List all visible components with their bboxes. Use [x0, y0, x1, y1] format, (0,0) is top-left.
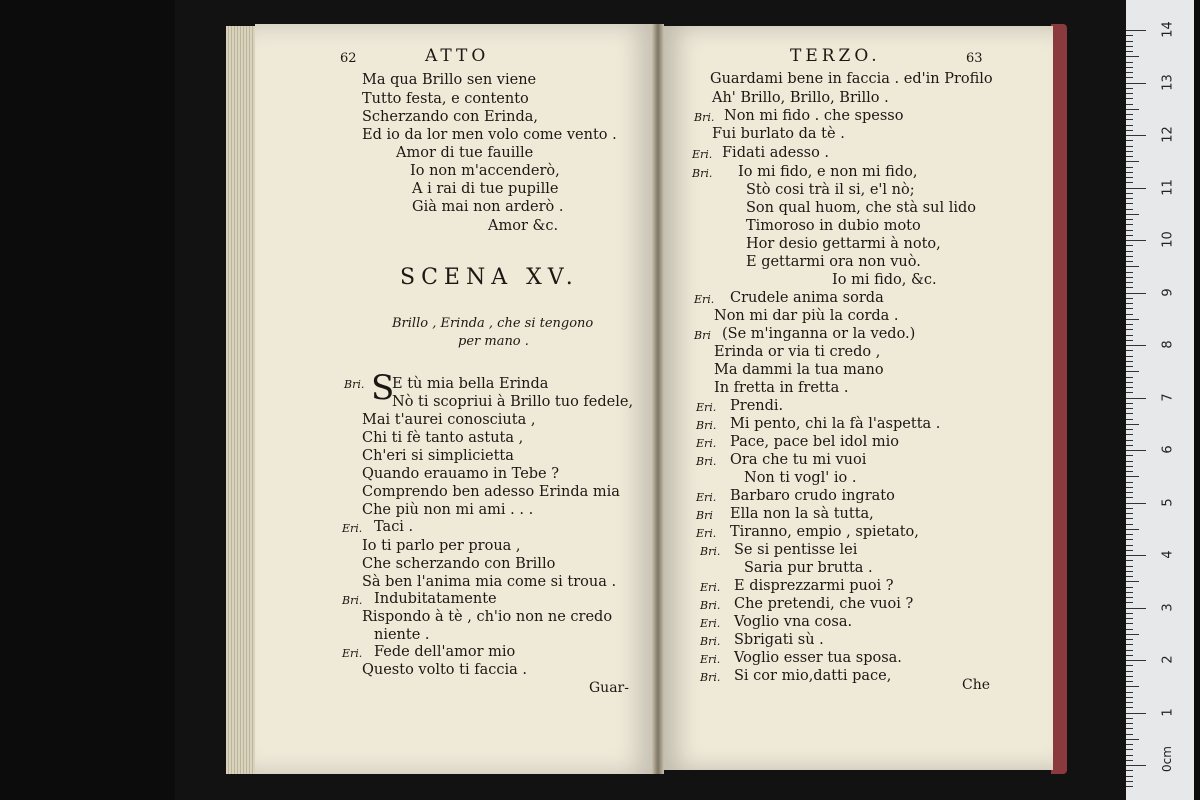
ruler-tick	[1126, 125, 1133, 126]
ruler-tick	[1126, 51, 1133, 52]
ruler-tick	[1126, 592, 1133, 593]
ruler-tick	[1126, 597, 1133, 598]
ruler-tick	[1126, 161, 1139, 162]
ruler-tick	[1126, 156, 1133, 157]
ruler-tick	[1126, 245, 1133, 246]
ruler-tick	[1126, 104, 1133, 105]
ruler-tick	[1126, 83, 1146, 84]
ruler-tick	[1126, 634, 1139, 635]
ruler-tick	[1126, 781, 1133, 782]
ruler-number: 14	[1160, 21, 1176, 38]
ruler-tick	[1126, 655, 1133, 656]
dialogue-line: Quando erauamo in Tebe ?	[362, 466, 560, 482]
ruler-tick	[1126, 46, 1133, 47]
ruler-tick	[1126, 67, 1133, 68]
verse-line: Io non m'accenderò,	[410, 163, 560, 179]
dialogue-line: Voglio esser tua sposa.	[734, 650, 902, 666]
ruler-tick	[1126, 623, 1133, 624]
speaker-label: Bri.	[694, 111, 715, 124]
catchword: Che	[962, 677, 991, 693]
dialogue-line: Questo volto ti faccia .	[362, 662, 527, 678]
ruler-tick	[1126, 340, 1133, 341]
ruler-tick	[1126, 434, 1133, 435]
ruler-tick	[1126, 151, 1133, 152]
verse-line: Amor &c.	[488, 218, 559, 234]
ruler-tick	[1126, 534, 1133, 535]
verse-line: Amor di tue fauille	[396, 145, 534, 161]
ruler-tick	[1126, 98, 1133, 99]
ruler-tick	[1126, 167, 1133, 168]
ruler-tick	[1126, 62, 1133, 63]
ruler-tick	[1126, 492, 1133, 493]
ruler-number: 12	[1160, 126, 1176, 143]
ruler-tick	[1126, 214, 1139, 215]
book-cover	[1051, 24, 1067, 774]
ruler-number: 1	[1160, 707, 1176, 717]
speaker-label: Eri.	[696, 401, 717, 414]
ruler-tick	[1126, 450, 1146, 451]
ruler-tick	[1126, 387, 1133, 388]
ruler-tick	[1126, 476, 1139, 477]
dialogue-line: Guardami bene in faccia . ed'in Profilo	[710, 71, 993, 87]
scene-heading: SCENA XV.	[400, 265, 579, 290]
speaker-label: Bri	[694, 329, 711, 342]
ruler-tick	[1126, 482, 1133, 483]
ruler-tick	[1126, 130, 1133, 131]
dialogue-line: Che più non mi ami . . .	[362, 502, 534, 518]
dialogue-line: Nò ti scopriui à Brillo tuo fedele,	[392, 394, 634, 410]
speaker-label: Eri.	[700, 653, 721, 666]
ruler-tick	[1126, 272, 1133, 273]
dialogue-line: Si cor mio,datti pace,	[734, 668, 892, 684]
dialogue-line: Crudele anima sorda	[730, 290, 884, 306]
ruler-tick	[1126, 72, 1133, 73]
ruler-tick	[1126, 503, 1146, 504]
ruler-tick	[1126, 293, 1146, 294]
ruler-tick	[1126, 671, 1133, 672]
dialogue-line: Non mi dar più la corda .	[714, 308, 899, 324]
dialogue-line: Pace, pace bel idol mio	[730, 434, 900, 450]
speaker-label: Bri.	[700, 635, 721, 648]
ruler-tick	[1126, 440, 1133, 441]
dialogue-line: Sbrigati sù .	[734, 632, 824, 648]
ruler-tick	[1126, 545, 1133, 546]
ruler-tick	[1126, 146, 1133, 147]
ruler-tick	[1126, 466, 1133, 467]
ruler-number: 10	[1160, 231, 1176, 248]
ruler-tick	[1126, 350, 1133, 351]
ruler-number: 3	[1160, 602, 1176, 612]
ruler-tick	[1126, 277, 1133, 278]
ruler-tick	[1126, 613, 1133, 614]
dialogue-line: Io ti parlo per proua ,	[362, 538, 521, 554]
dialogue-line: Barbaro crudo ingrato	[730, 488, 895, 504]
ruler-tick	[1126, 356, 1133, 357]
speaker-label: Eri.	[696, 527, 717, 540]
dialogue-line: E gettarmi ora non vuò.	[746, 254, 921, 270]
ruler-tick	[1126, 618, 1133, 619]
ruler-tick	[1126, 114, 1133, 115]
speaker-label: Bri.	[700, 671, 721, 684]
ruler-tick	[1126, 786, 1133, 787]
ruler-tick	[1126, 734, 1133, 735]
ruler-number: 11	[1160, 178, 1176, 196]
dialogue-line: E disprezzarmi puoi ?	[734, 578, 894, 594]
ruler-tick	[1126, 335, 1133, 336]
ruler-tick	[1126, 497, 1133, 498]
ruler-tick	[1126, 566, 1133, 567]
speaker-label: Bri.	[692, 167, 713, 180]
ruler-tick	[1126, 203, 1133, 204]
verse-line: Già mai non arderò .	[412, 199, 564, 215]
ruler-number: 2	[1160, 655, 1176, 664]
dialogue-line: Son qual huom, che stà sul lido	[746, 200, 976, 216]
ruler-tick	[1126, 41, 1133, 42]
dialogue-line: Fidati adesso .	[722, 145, 830, 161]
ruler-tick	[1126, 177, 1133, 178]
ruler-tick	[1126, 455, 1133, 456]
ruler-tick	[1126, 398, 1146, 399]
ruler-tick	[1126, 413, 1133, 414]
ruler-tick	[1126, 319, 1139, 320]
dialogue-line: Timoroso in dubio moto	[746, 218, 921, 234]
ruler-tick	[1126, 303, 1133, 304]
ruler-tick	[1126, 749, 1133, 750]
ruler-number: 9	[1160, 287, 1176, 297]
ruler-tick	[1126, 188, 1146, 189]
dialogue-line: Non mi fido . che spesso	[724, 108, 904, 124]
ruler-number: 7	[1160, 392, 1176, 402]
speaker-label: Eri.	[342, 522, 363, 535]
ruler-tick	[1126, 429, 1133, 430]
dialogue-line: Rispondo à tè , ch'io non ne credo	[362, 609, 613, 625]
ruler-tick	[1126, 251, 1133, 252]
ruler-tick	[1126, 172, 1133, 173]
dialogue-line: (Se m'inganna or la vedo.)	[722, 326, 916, 342]
ruler-tick	[1126, 282, 1133, 283]
ruler-tick	[1126, 461, 1133, 462]
dialogue-line: niente .	[374, 627, 430, 643]
ruler-tick	[1126, 345, 1146, 346]
ruler-tick	[1126, 471, 1133, 472]
ruler-tick	[1126, 539, 1133, 540]
ruler-tick	[1126, 408, 1133, 409]
ruler-tick	[1126, 93, 1133, 94]
ruler-tick	[1126, 524, 1133, 525]
drop-cap: S	[371, 368, 395, 408]
ruler-tick	[1126, 755, 1133, 756]
dialogue-line: Non ti vogl' io .	[744, 470, 857, 486]
ruler-tick	[1126, 608, 1146, 609]
ruler-tick	[1126, 198, 1133, 199]
speaker-label: Eri.	[692, 148, 713, 161]
ruler-tick	[1126, 135, 1146, 136]
dialogue-line: Ella non la sà tutta,	[730, 506, 874, 522]
ruler-tick	[1126, 230, 1133, 231]
ruler-tick	[1126, 329, 1133, 330]
left-page-header: ATTO	[425, 46, 490, 66]
ruler-number: 4	[1160, 550, 1176, 559]
dialogue-line: Taci .	[374, 519, 414, 535]
ruler-tick	[1126, 392, 1133, 393]
ruler-tick	[1126, 692, 1133, 693]
ruler-tick	[1126, 550, 1133, 551]
ruler-tick	[1126, 419, 1133, 420]
dialogue-line: Che pretendi, che vuoi ?	[734, 596, 914, 612]
ruler-tick	[1126, 487, 1133, 488]
ruler-tick	[1126, 298, 1133, 299]
ruler-tick	[1126, 182, 1133, 183]
left-page-number: 62	[340, 51, 357, 66]
right-page-header: TERZO.	[790, 46, 881, 66]
ruler-tick	[1126, 728, 1133, 729]
speaker-label: Bri.	[344, 378, 365, 391]
dialogue-line: Tiranno, empio , spietato,	[730, 524, 919, 540]
ruler-tick	[1126, 702, 1133, 703]
ruler-tick	[1126, 382, 1133, 383]
ruler-tick	[1126, 581, 1139, 582]
text-line: Ma qua Brillo sen viene	[362, 72, 537, 88]
ruler-tick	[1126, 235, 1133, 236]
dialogue-line: Ah' Brillo, Brillo, Brillo .	[712, 90, 889, 106]
ruler-tick	[1126, 30, 1146, 31]
ruler-tick	[1126, 676, 1133, 677]
dialogue-line: Chi ti fè tanto astuta ,	[362, 430, 524, 446]
ruler-tick	[1126, 56, 1139, 57]
ruler-tick	[1126, 361, 1133, 362]
dialogue-line: E tù mia bella Erinda	[392, 376, 549, 392]
ruler-tick	[1126, 529, 1139, 530]
dialogue-line: In fretta in fretta .	[714, 380, 849, 396]
ruler-tick	[1126, 287, 1133, 288]
dialogue-line: Io mi fido, &c.	[832, 272, 937, 288]
speaker-label: Eri.	[696, 437, 717, 450]
dialogue-line: Stò cosi trà il si, e'l nò;	[746, 182, 915, 198]
text-line: Tutto festa, e contento	[362, 91, 529, 107]
ruler-tick	[1126, 219, 1133, 220]
ruler-tick	[1126, 371, 1139, 372]
ruler-tick	[1126, 266, 1139, 267]
dialogue-line: Mi pento, chi la fà l'aspetta .	[730, 416, 941, 432]
ruler-tick	[1126, 602, 1133, 603]
ruler-tick	[1126, 713, 1146, 714]
dialogue-line: Fui burlato da tè .	[712, 126, 845, 142]
stage-direction: Brillo , Erinda , che si tengono	[392, 316, 594, 331]
ruler-tick	[1126, 88, 1133, 89]
ruler-tick	[1126, 587, 1133, 588]
dialogue-line: Ora che tu mi vuoi	[730, 452, 867, 468]
speaker-label: Bri	[696, 509, 713, 522]
ruler-tick	[1126, 571, 1133, 572]
dialogue-line: Sà ben l'anima mia come si troua .	[362, 574, 617, 590]
dialogue-line: Comprendo ben adesso Erinda mia	[362, 484, 620, 500]
right-page-number: 63	[966, 51, 983, 66]
speaker-label: Eri.	[700, 581, 721, 594]
ruler-tick	[1126, 508, 1133, 509]
speaker-label: Eri.	[342, 647, 363, 660]
dialogue-line: Ch'eri si simplicietta	[362, 448, 514, 464]
ruler-tick	[1126, 109, 1139, 110]
dialogue-line: Se si pentisse lei	[734, 542, 858, 558]
ruler-unit-label: 0cm	[1159, 746, 1174, 772]
ruler-tick	[1126, 723, 1133, 724]
dialogue-line: Io mi fido, e non mi fido,	[738, 164, 918, 180]
ruler-tick	[1126, 256, 1133, 257]
speaker-label: Eri.	[696, 491, 717, 504]
ruler-number: 13	[1160, 73, 1176, 91]
ruler-tick	[1126, 744, 1133, 745]
ruler-tick	[1126, 765, 1146, 766]
ruler-tick	[1126, 560, 1133, 561]
dialogue-line: Fede dell'amor mio	[374, 644, 516, 660]
ruler-tick	[1126, 681, 1133, 682]
ruler-number: 8	[1160, 340, 1176, 349]
ruler-tick	[1126, 776, 1133, 777]
ruler-tick	[1126, 697, 1133, 698]
ruler-tick	[1126, 660, 1146, 661]
text-line: Ed io da lor men volo come vento .	[362, 127, 617, 143]
ruler-tick	[1126, 366, 1133, 367]
speaker-label: Bri.	[700, 545, 721, 558]
ruler-tick	[1126, 240, 1146, 241]
ruler-number: 6	[1160, 445, 1176, 454]
ruler-number: 5	[1160, 497, 1176, 507]
ruler-tick	[1126, 707, 1133, 708]
dialogue-line: Hor desio gettarmi à noto,	[746, 236, 941, 252]
ruler-tick	[1126, 718, 1133, 719]
page-edges	[226, 26, 256, 774]
ruler-tick	[1126, 261, 1133, 262]
ruler-tick	[1126, 739, 1139, 740]
ruler-tick	[1126, 513, 1133, 514]
dialogue-line: Saria pur brutta .	[744, 560, 873, 576]
ruler-tick	[1126, 324, 1133, 325]
dialogue-line: Voglio vna cosa.	[734, 614, 853, 630]
ruler-tick	[1126, 424, 1139, 425]
ruler-tick	[1126, 193, 1133, 194]
ruler-tick	[1126, 518, 1133, 519]
dialogue-line: Indubitatamente	[374, 591, 497, 607]
ruler-tick	[1126, 377, 1133, 378]
book-gutter	[652, 24, 664, 774]
catchword: Guar-	[589, 680, 629, 696]
ruler-tick	[1126, 35, 1133, 36]
ruler-tick	[1126, 644, 1133, 645]
text-line: Scherzando con Erinda,	[362, 109, 538, 125]
ruler-tick	[1126, 445, 1133, 446]
speaker-label: Eri.	[700, 617, 721, 630]
ruler-tick	[1126, 77, 1133, 78]
ruler-tick	[1126, 140, 1133, 141]
speaker-label: Bri.	[700, 599, 721, 612]
ruler-tick	[1126, 576, 1133, 577]
ruler-tick	[1126, 650, 1133, 651]
ruler-tick	[1126, 760, 1133, 761]
ruler-tick	[1126, 686, 1139, 687]
speaker-label: Eri.	[694, 293, 715, 306]
dialogue-line: Mai t'aurei conosciuta ,	[362, 412, 536, 428]
dialogue-line: Ma dammi la tua mano	[714, 362, 884, 378]
dialogue-line: Prendi.	[730, 398, 784, 414]
ruler-tick	[1126, 770, 1133, 771]
measurement-ruler	[1126, 0, 1194, 800]
ruler-tick	[1126, 403, 1133, 404]
ruler-tick	[1126, 209, 1133, 210]
ruler-tick	[1126, 224, 1133, 225]
speaker-label: Bri.	[696, 455, 717, 468]
ruler-tick	[1126, 629, 1133, 630]
ruler-tick	[1126, 555, 1146, 556]
stage-direction: per mano .	[458, 334, 529, 349]
ruler-tick	[1126, 119, 1133, 120]
speaker-label: Bri.	[342, 594, 363, 607]
ruler-tick	[1126, 665, 1133, 666]
ruler-tick	[1126, 314, 1133, 315]
ruler-tick	[1126, 308, 1133, 309]
dialogue-line: Erinda or via ti credo ,	[714, 344, 881, 360]
ruler-tick	[1126, 639, 1133, 640]
dialogue-line: Che scherzando con Brillo	[362, 556, 556, 572]
verse-line: A i rai di tue pupille	[412, 181, 559, 197]
speaker-label: Bri.	[696, 419, 717, 432]
